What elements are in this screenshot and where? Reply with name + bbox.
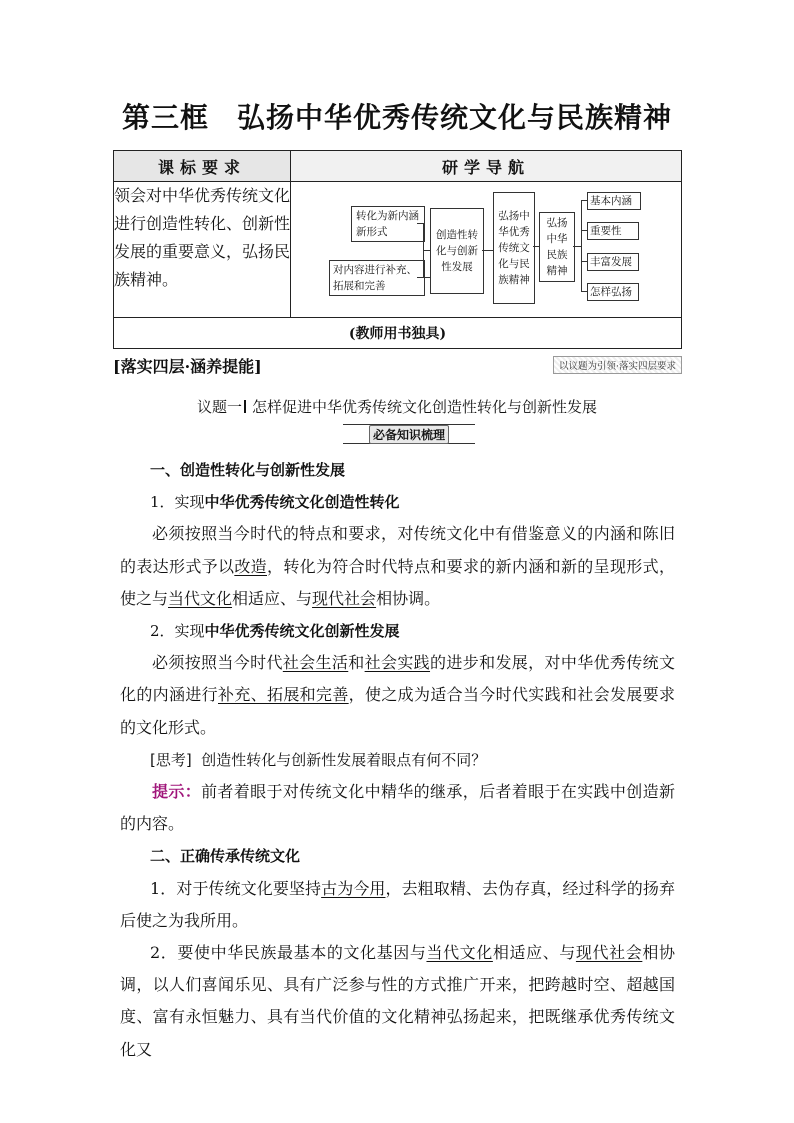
requirements-table	[113, 150, 682, 349]
topic-heading	[0, 396, 794, 417]
hint-answer	[120, 776, 675, 840]
teacher-note: (教师用书独具)	[114, 318, 682, 349]
section-pill	[343, 424, 475, 444]
topic-text: 怎样促进中华优秀传统文化创造性转化与创新性发展	[252, 398, 598, 416]
diagram-leaf-3: 丰富发展	[587, 253, 639, 271]
underlined-term: 补充、拓展和完善	[218, 685, 349, 705]
text: 相适应、与	[232, 588, 313, 608]
underlined-term: 改造	[234, 556, 267, 576]
heading-2: 二、正确传承传统文化	[150, 847, 301, 866]
list-item-2	[120, 937, 675, 1066]
text: 的进步和发展，对中华优秀传统文化的内涵进行	[120, 653, 675, 705]
band-title: [落实四层·涵养提能]	[113, 356, 262, 376]
diagram-box-transform: 创造性转化与创新性发展	[430, 208, 484, 294]
diagram-box-supplement: 对内容进行补充、拓展和完善	[329, 260, 425, 296]
text: 相协调。	[376, 588, 441, 608]
underlined-term: 社会实践	[364, 653, 431, 673]
text: 必须按照当今时代	[152, 653, 283, 673]
connector	[417, 277, 430, 278]
header-curriculum: 课标要求	[114, 151, 291, 182]
header-guide: 研学导航	[291, 151, 682, 182]
subheading-bold: 中华优秀传统文化创新性发展	[204, 622, 400, 641]
connector	[581, 230, 587, 231]
connector	[482, 250, 493, 251]
connector	[423, 250, 430, 251]
concept-diagram	[291, 182, 682, 317]
connector	[533, 246, 539, 247]
hint-tag: 提示：	[152, 782, 202, 802]
text: ，去粗取精、去伪存真，经过科学的扬弃后使之为我所用。	[120, 878, 675, 930]
subheading-num: 1．实现	[150, 493, 205, 512]
think-question	[120, 744, 675, 776]
requirement-text: 领会对中华优秀传统文化进行创造性转化、创新性发展的重要意义，弘扬民族精神。	[114, 182, 291, 318]
diagram-box-new-form: 转化为新内涵新形式	[351, 206, 425, 242]
diagram-leaf-4: 怎样弘扬	[587, 283, 639, 301]
paragraph-1	[120, 518, 675, 615]
diagram-leaf-1: 基本内涵	[587, 192, 641, 210]
subheading-1	[120, 486, 675, 518]
diagram-leaf-2: 重要性	[587, 222, 639, 240]
section-pill-label: 必备知识梳理	[369, 425, 449, 444]
underlined-term: 古为今用	[321, 878, 386, 898]
connector	[581, 200, 582, 292]
diagram-box-promote: 弘扬中华优秀传统文化与民族精神	[493, 192, 535, 304]
text: 相适应、与	[492, 943, 576, 963]
connector	[573, 246, 581, 247]
underlined-term: 现代社会	[575, 943, 643, 963]
title-part2: 弘扬中华优秀传统文化与民族精神	[237, 101, 673, 134]
diagram-box-national-spirit: 弘扬中华民族精神	[539, 212, 575, 282]
subheading-2	[120, 615, 675, 647]
connector	[581, 200, 587, 201]
text: ，转化为符合时代特点和要求的新内涵和新的呈现形式，使之与	[120, 556, 675, 608]
content-body	[120, 454, 675, 1066]
underlined-term: 现代社会	[312, 588, 377, 608]
topic-label: 议题一	[196, 398, 242, 416]
title-part1: 第三框	[121, 101, 209, 134]
section-band	[113, 353, 682, 377]
band-subtitle: 以议题为引领·落实四层要求	[553, 356, 682, 374]
hint-text: 前者着眼于对传统文化中精华的继承，后者着眼于在实践中创造新的内容。	[120, 782, 675, 834]
think-tag: [思考]	[150, 750, 192, 769]
heading-1: 一、创造性转化与创新性发展	[150, 461, 346, 479]
paragraph-2	[120, 647, 675, 744]
text: 相协调，以人们喜闻乐见、具有广泛参与性的方式推广开来，把跨越时空、超越国度、富有永恒魅力、具有当代价值的文化精神弘扬起来，把既继承优秀传统文化又	[120, 943, 675, 1059]
underlined-term: 当代文化	[426, 943, 493, 963]
text: 必须按照当今时代的特点和要求，对传统文化中有借鉴意义的内涵和陈旧的表达形式予以	[120, 524, 675, 576]
subheading-bold: 中华优秀传统文化创造性转化	[204, 493, 400, 512]
text: 2．要使中华民族最基本的文化基因与	[150, 943, 427, 963]
page-title	[0, 96, 794, 136]
underlined-term: 社会生活	[282, 653, 349, 673]
connector	[417, 223, 424, 224]
think-text: 创造性转化与创新性发展着眼点有何不同？	[201, 750, 487, 769]
text: 1．对于传统文化要坚持	[150, 878, 322, 898]
connector	[581, 261, 587, 262]
text: 和	[348, 653, 365, 673]
list-item-1	[120, 873, 675, 937]
connector	[581, 291, 587, 292]
underlined-term: 当代文化	[168, 588, 233, 608]
study-guide-cell	[291, 182, 682, 318]
subheading-num: 2．实现	[150, 622, 205, 641]
text: ，使之成为适合当今时代实践和社会发展要求的文化形式。	[120, 685, 675, 737]
